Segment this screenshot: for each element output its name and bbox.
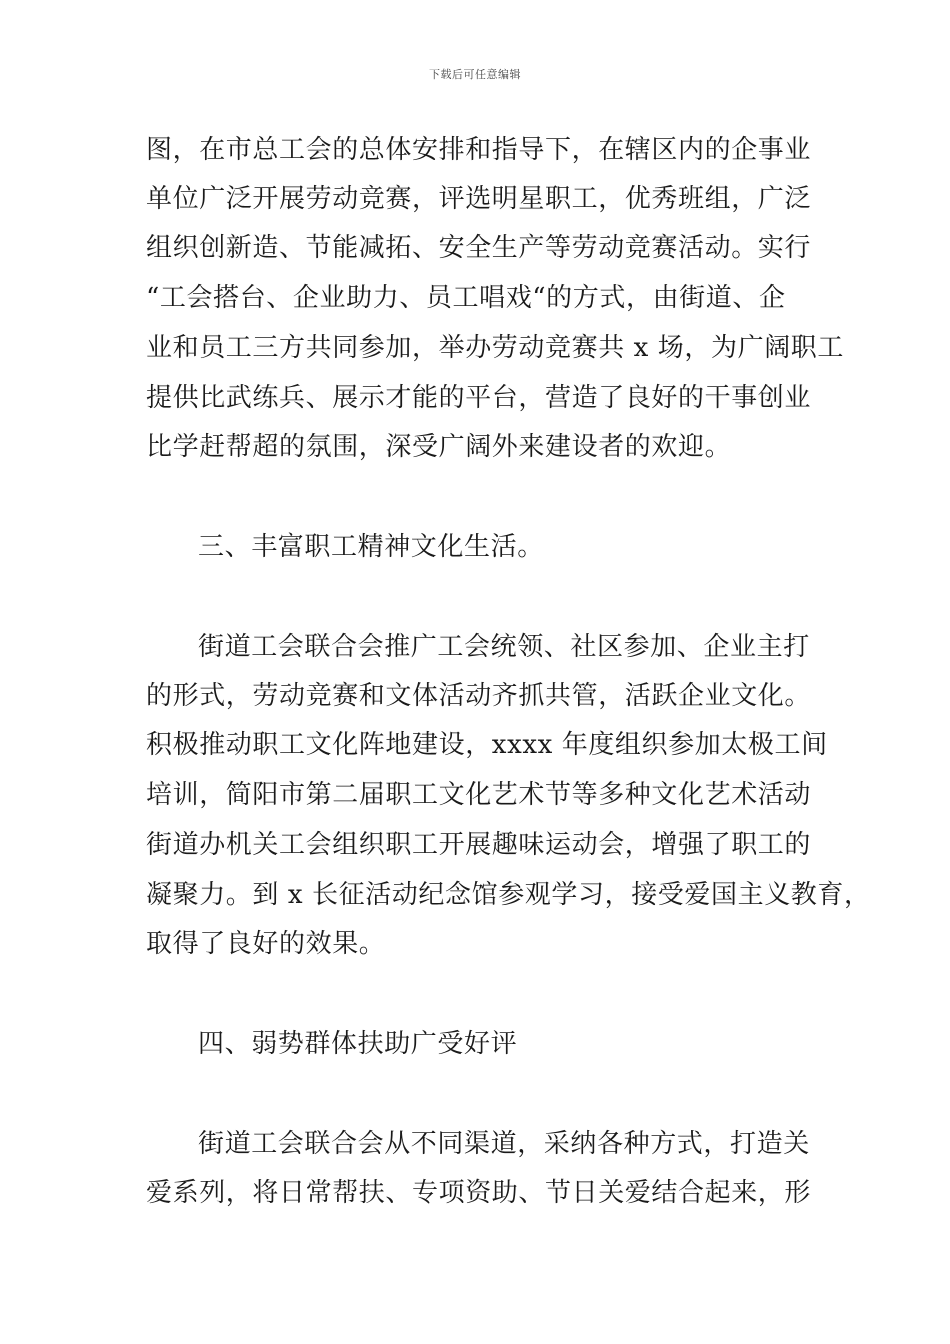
paragraph-line: “工会搭台、企业助力、员工唱戏“的方式，由街道、企 [146, 283, 786, 313]
paragraph-line: 街道工会联合会推广工会统领、社区参加、企业主打 [198, 632, 810, 662]
paragraph-line: 培训，简阳市第二届职工文化艺术节等多种文化艺术活动 [146, 780, 812, 810]
section-heading-3: 三、丰富职工精神文化生活。 [198, 532, 544, 562]
header-note: 下载后可任意编辑 [429, 68, 521, 81]
paragraph-line: 业和员工三方共同参加，举办劳动竞赛共 x 场，为广阔职工 [146, 333, 844, 363]
paragraph-line: 积极推动职工文化阵地建设，xxxx 年度组织参加太极工间 [146, 730, 828, 760]
section-heading-4: 四、弱势群体扶助广受好评 [198, 1029, 518, 1059]
paragraph-line: 的形式，劳动竞赛和文体活动齐抓共管，活跃企业文化。 [146, 681, 812, 711]
paragraph-line: 爱系列，将日常帮扶、专项资助、节日关爱结合起来，形 [146, 1178, 812, 1208]
paragraph-line: 取得了良好的效果。 [146, 929, 386, 959]
paragraph-line: 图，在市总工会的总体安排和指导下，在辖区内的企事业 [146, 135, 812, 165]
paragraph-line: 凝聚力。到 x 长征活动纪念馆参观学习，接受爱国主义教育， [146, 880, 871, 910]
paragraph-line: 街道工会联合会从不同渠道，采纳各种方式，打造关 [198, 1129, 810, 1159]
paragraph-line: 组织创新造、节能减拓、安全生产等劳动竞赛活动。实行 [146, 233, 812, 263]
paragraph-line: 单位广泛开展劳动竞赛，评选明星职工，优秀班组，广泛 [146, 184, 812, 214]
paragraph-line: 街道办机关工会组织职工开展趣味运动会，增强了职工的 [146, 830, 812, 860]
paragraph-line: 比学赶帮超的氛围，深受广阔外来建设者的欢迎。 [146, 432, 732, 462]
paragraph-line: 提供比武练兵、展示才能的平台，营造了良好的干事创业 [146, 383, 812, 413]
